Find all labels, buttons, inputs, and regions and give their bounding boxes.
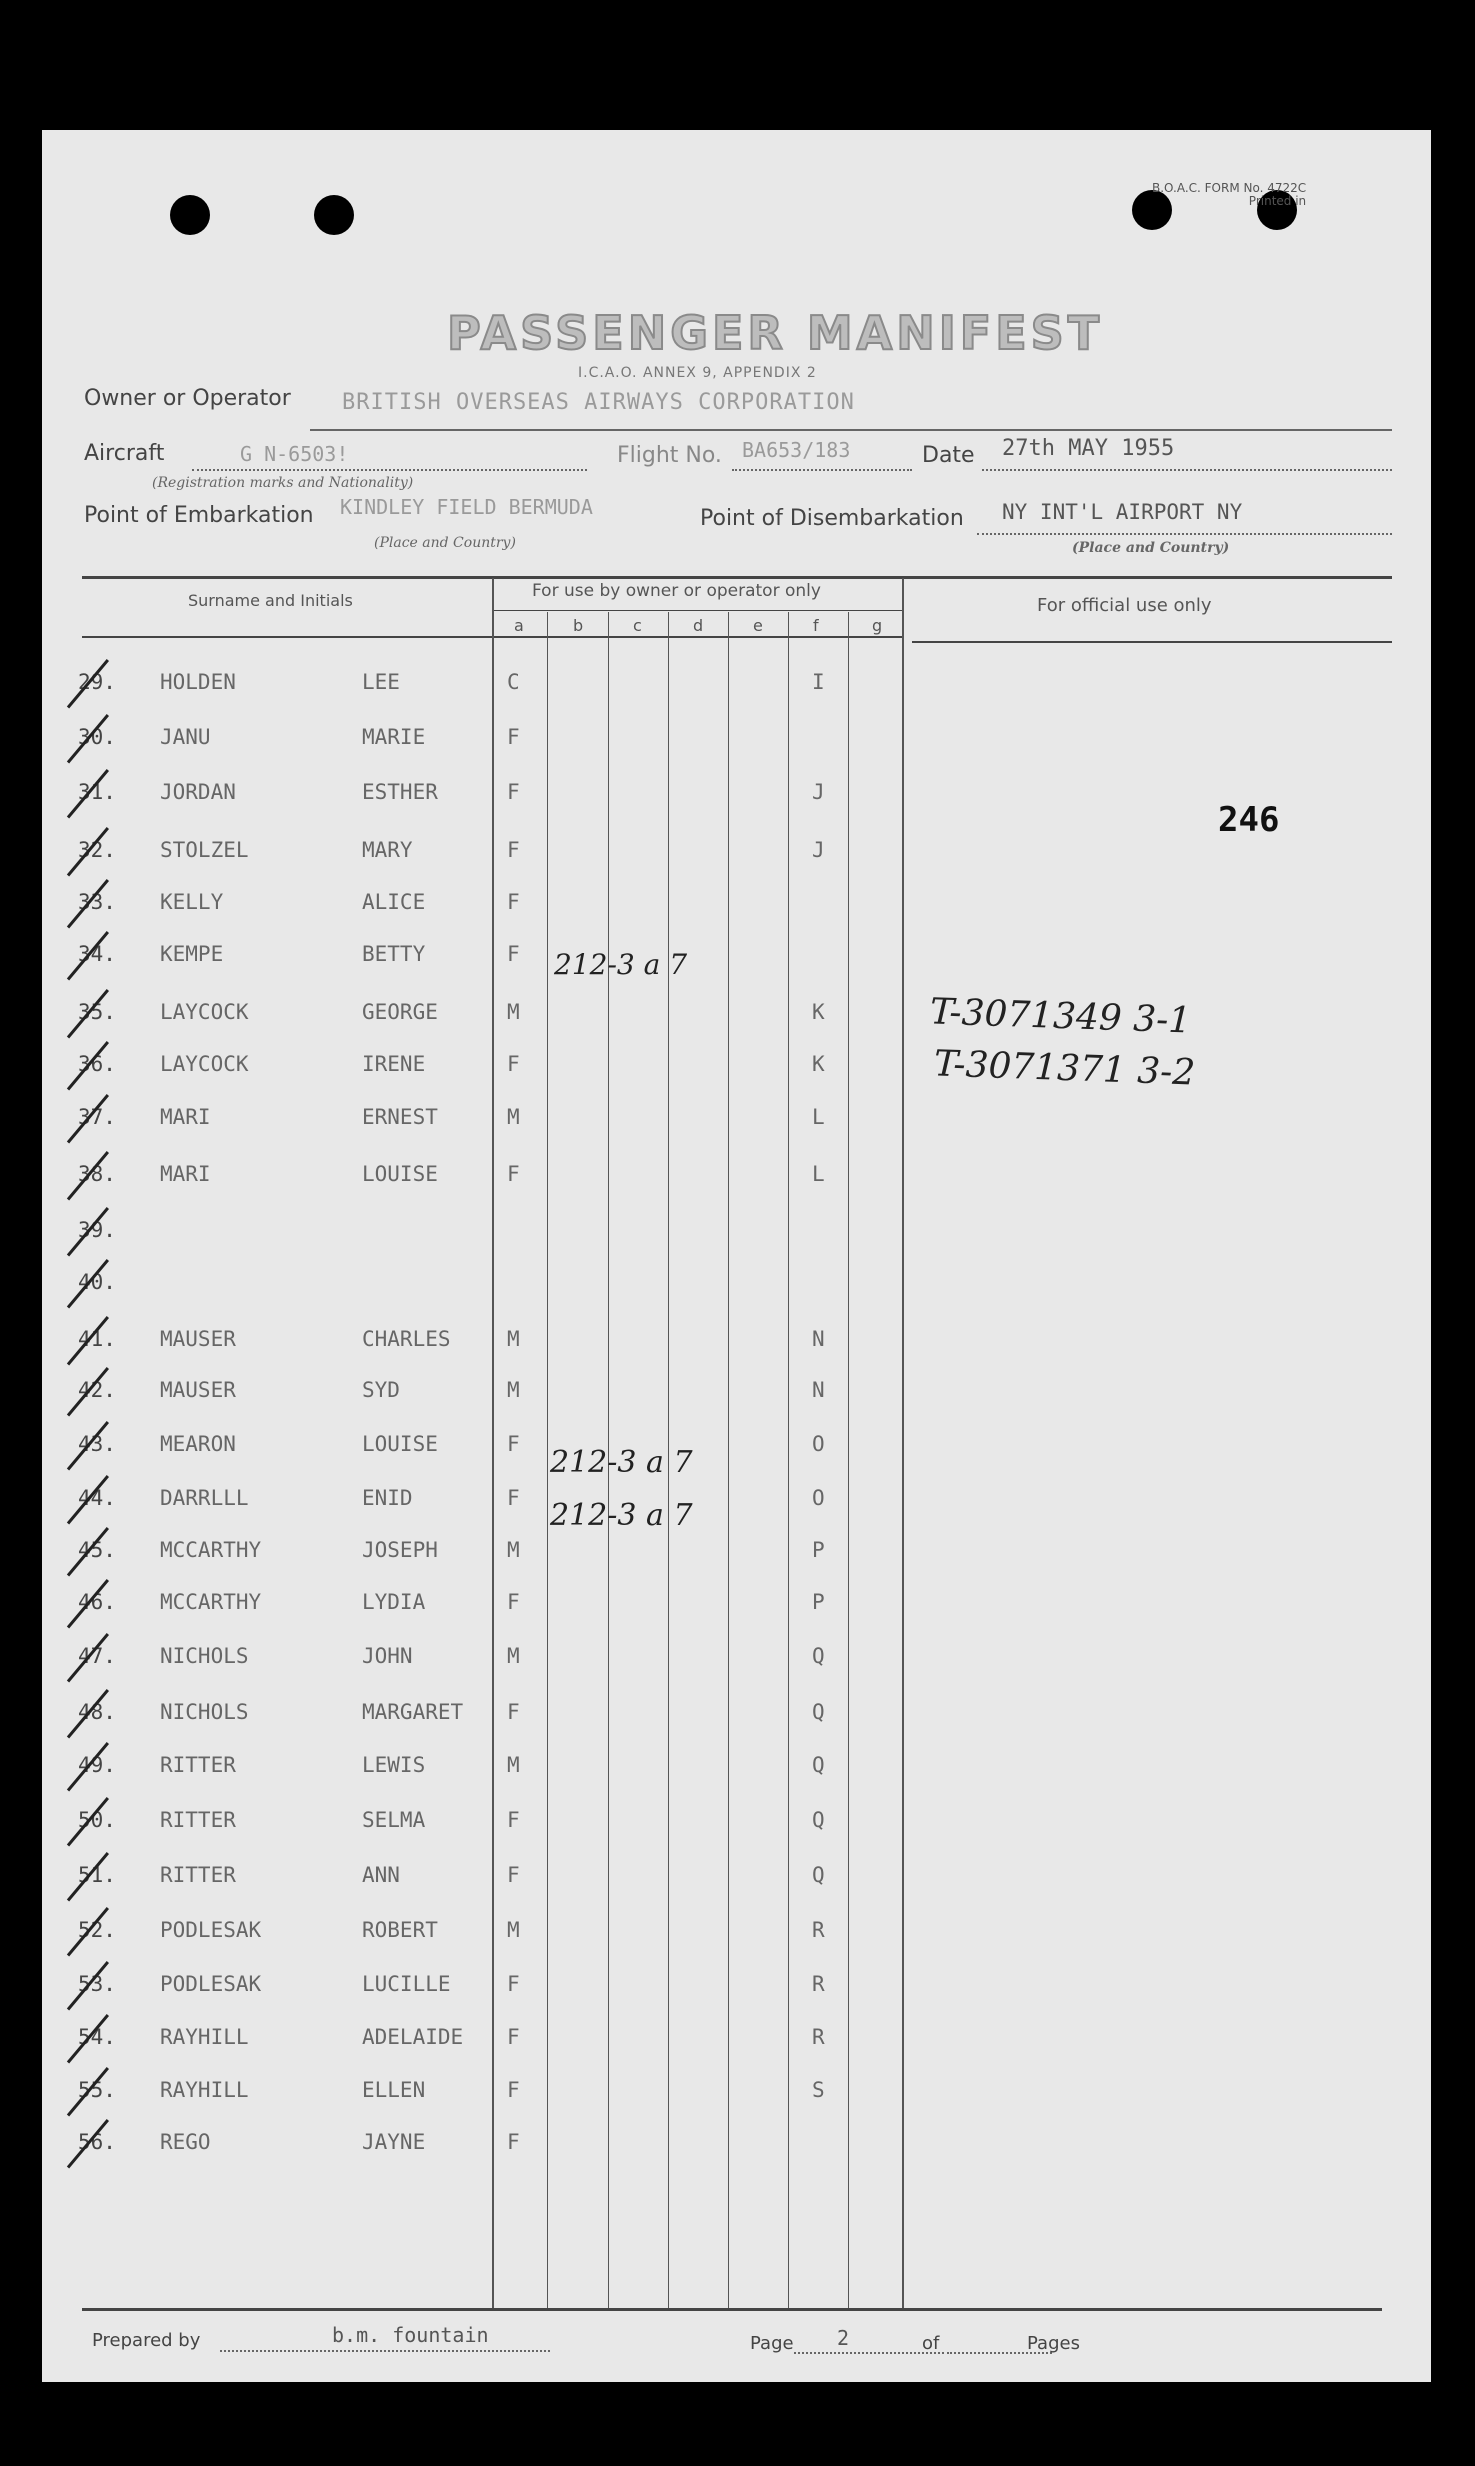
surname-cell: DARRLLL bbox=[160, 1486, 249, 1510]
initials-cell: LEWIS bbox=[362, 1753, 426, 1777]
embarkation-label: Point of Embarkation bbox=[84, 503, 314, 528]
table-row bbox=[42, 942, 1431, 982]
row-number: 38. bbox=[78, 1162, 116, 1186]
disembarkation-label: Point of Disembarkation bbox=[700, 506, 964, 531]
code-cell: Q bbox=[812, 1644, 825, 1668]
date-underline bbox=[982, 469, 1392, 471]
handwritten-note-row-43: 212-3 a 7 bbox=[550, 1445, 693, 1480]
disembarkation-underline bbox=[977, 533, 1392, 535]
sex-cell: M bbox=[507, 1538, 520, 1562]
row-number: 44. bbox=[78, 1486, 116, 1510]
row-number: 37. bbox=[78, 1105, 116, 1129]
table-bottom-border bbox=[82, 2308, 1382, 2311]
sex-cell: F bbox=[507, 942, 520, 966]
table-row bbox=[42, 2025, 1431, 2065]
row-number: 31. bbox=[78, 780, 116, 804]
initials-cell: MARGARET bbox=[362, 1700, 464, 1724]
initials-cell: ENID bbox=[362, 1486, 413, 1510]
row-number: 45. bbox=[78, 1538, 116, 1562]
row-number: 50. bbox=[78, 1808, 116, 1832]
sex-cell: F bbox=[507, 1808, 520, 1832]
disembarkation-value: NY INT'L AIRPORT NY bbox=[1002, 500, 1243, 524]
page-subtitle: I.C.A.O. ANNEX 9, APPENDIX 2 bbox=[578, 365, 817, 381]
table-row bbox=[42, 2078, 1431, 2118]
code-cell: L bbox=[812, 1162, 825, 1186]
surname-cell: STOLZEL bbox=[160, 838, 249, 862]
table-row bbox=[42, 725, 1431, 765]
manifest-page bbox=[42, 130, 1431, 2382]
owner-use-header-border bbox=[492, 610, 902, 611]
code-cell: J bbox=[812, 838, 825, 862]
sex-cell: F bbox=[507, 2025, 520, 2049]
initials-cell: ADELAIDE bbox=[362, 2025, 464, 2049]
embarkation-value: KINDLEY FIELD BERMUDA bbox=[340, 495, 593, 519]
col-surname-header: Surname and Initials bbox=[188, 591, 353, 610]
row-number: 54. bbox=[78, 2025, 116, 2049]
table-top-border bbox=[82, 576, 1392, 579]
initials-cell: JOHN bbox=[362, 1644, 413, 1668]
initials-cell: LOUISE bbox=[362, 1432, 438, 1456]
table-row bbox=[42, 1378, 1431, 1418]
aircraft-value: G N-6503! bbox=[240, 442, 349, 466]
table-row bbox=[42, 1327, 1431, 1367]
code-cell: O bbox=[812, 1432, 825, 1456]
surname-cell: RITTER bbox=[160, 1863, 236, 1887]
row-number: 29. bbox=[78, 670, 116, 694]
initials-cell: SELMA bbox=[362, 1808, 426, 1832]
table-row bbox=[42, 1052, 1431, 1092]
table-row bbox=[42, 1808, 1431, 1848]
row-number: 53. bbox=[78, 1972, 116, 1996]
initials-cell: MARIE bbox=[362, 725, 426, 749]
table-row bbox=[42, 2130, 1431, 2170]
surname-cell: REGO bbox=[160, 2130, 211, 2154]
sex-cell: M bbox=[507, 1918, 520, 1942]
subcol-g: g bbox=[872, 616, 883, 635]
table-row bbox=[42, 1000, 1431, 1040]
surname-cell: NICHOLS bbox=[160, 1644, 249, 1668]
row-number: 33. bbox=[78, 890, 116, 914]
initials-cell: BETTY bbox=[362, 942, 426, 966]
flight-label: Flight No. bbox=[617, 443, 722, 468]
aircraft-label: Aircraft bbox=[84, 441, 165, 466]
table-row bbox=[42, 1753, 1431, 1793]
code-cell: I bbox=[812, 670, 825, 694]
sex-cell: F bbox=[507, 780, 520, 804]
surname-cell: RITTER bbox=[160, 1753, 236, 1777]
initials-cell: JOSEPH bbox=[362, 1538, 438, 1562]
initials-cell: SYD bbox=[362, 1378, 400, 1402]
subcol-d: d bbox=[693, 616, 704, 635]
code-cell: S bbox=[812, 2078, 825, 2102]
surname-cell: HOLDEN bbox=[160, 670, 236, 694]
code-cell: J bbox=[812, 780, 825, 804]
surname-cell: LAYCOCK bbox=[160, 1052, 249, 1076]
table-row bbox=[42, 1644, 1431, 1684]
page-value: 2 bbox=[837, 2326, 850, 2350]
sex-cell: C bbox=[507, 670, 520, 694]
initials-cell: ANN bbox=[362, 1863, 400, 1887]
row-number: 36. bbox=[78, 1052, 116, 1076]
surname-cell: RITTER bbox=[160, 1808, 236, 1832]
registration-hint: (Registration marks and Nationality) bbox=[152, 475, 414, 491]
punch-hole bbox=[170, 195, 210, 235]
table-row bbox=[42, 890, 1431, 930]
row-number: 35. bbox=[78, 1000, 116, 1024]
row-number: 51. bbox=[78, 1863, 116, 1887]
sex-cell: M bbox=[507, 1105, 520, 1129]
initials-cell: LEE bbox=[362, 670, 400, 694]
sex-cell: F bbox=[507, 1972, 520, 1996]
row-number: 49. bbox=[78, 1753, 116, 1777]
row-number: 34. bbox=[78, 942, 116, 966]
surname-cell: MAUSER bbox=[160, 1327, 236, 1351]
ticket-note-2: T-3071371 3-2 bbox=[933, 1043, 1196, 1094]
subcol-b: b bbox=[573, 616, 584, 635]
initials-cell: MARY bbox=[362, 838, 413, 862]
code-cell: Q bbox=[812, 1700, 825, 1724]
table-row bbox=[42, 1432, 1431, 1472]
surname-cell: KELLY bbox=[160, 890, 224, 914]
sex-cell: F bbox=[507, 2078, 520, 2102]
surname-cell: MEARON bbox=[160, 1432, 236, 1456]
date-label: Date bbox=[922, 443, 975, 468]
subcol-e: e bbox=[753, 616, 763, 635]
sex-cell: F bbox=[507, 1052, 520, 1076]
table-row bbox=[42, 1105, 1431, 1145]
handwritten-note-row-34: 212-3 a 7 bbox=[554, 948, 688, 981]
table-row bbox=[42, 1863, 1431, 1903]
col-official-header: For official use only bbox=[1037, 595, 1212, 616]
sex-cell: M bbox=[507, 1378, 520, 1402]
table-row bbox=[42, 1270, 1431, 1310]
table-row bbox=[42, 1538, 1431, 1578]
surname-cell: MARI bbox=[160, 1162, 211, 1186]
initials-cell: CHARLES bbox=[362, 1327, 451, 1351]
punch-hole bbox=[314, 195, 354, 235]
subcol-c: c bbox=[633, 616, 642, 635]
table-row bbox=[42, 1700, 1431, 1740]
page-stamp: 246 bbox=[1218, 800, 1280, 840]
surname-header-border bbox=[82, 636, 532, 638]
surname-cell: JORDAN bbox=[160, 780, 236, 804]
owner-label: Owner or Operator bbox=[84, 386, 291, 411]
sex-cell: M bbox=[507, 1000, 520, 1024]
sex-cell: F bbox=[507, 1700, 520, 1724]
row-number: 55. bbox=[78, 2078, 116, 2102]
initials-cell: ROBERT bbox=[362, 1918, 438, 1942]
row-number: 41. bbox=[78, 1327, 116, 1351]
surname-cell: PODLESAK bbox=[160, 1918, 262, 1942]
flight-value: BA653/183 bbox=[742, 438, 851, 462]
initials-cell: ERNEST bbox=[362, 1105, 438, 1129]
surname-cell: MCCARTHY bbox=[160, 1590, 262, 1614]
ticket-note-1: T-3071349 3-1 bbox=[929, 991, 1192, 1042]
code-cell: P bbox=[812, 1590, 825, 1614]
row-number: 47. bbox=[78, 1644, 116, 1668]
surname-cell: MAUSER bbox=[160, 1378, 236, 1402]
table-row bbox=[42, 1590, 1431, 1630]
table-row bbox=[42, 838, 1431, 878]
sex-cell: M bbox=[507, 1644, 520, 1668]
surname-cell: MARI bbox=[160, 1105, 211, 1129]
row-number: 48. bbox=[78, 1700, 116, 1724]
form-number-text: B.O.A.C. FORM No. 4722C bbox=[1152, 181, 1307, 195]
handwritten-note-row-44: 212-3 a 7 bbox=[550, 1498, 693, 1533]
code-cell: K bbox=[812, 1052, 825, 1076]
row-number: 30. bbox=[78, 725, 116, 749]
code-cell: O bbox=[812, 1486, 825, 1510]
row-number: 52. bbox=[78, 1918, 116, 1942]
surname-cell: RAYHILL bbox=[160, 2078, 249, 2102]
row-number: 32. bbox=[78, 838, 116, 862]
row-number: 42. bbox=[78, 1378, 116, 1402]
sex-cell: F bbox=[507, 1432, 520, 1456]
row-number: 56. bbox=[78, 2130, 116, 2154]
code-cell: Q bbox=[812, 1808, 825, 1832]
code-cell: N bbox=[812, 1378, 825, 1402]
code-cell: Q bbox=[812, 1753, 825, 1777]
initials-cell: IRENE bbox=[362, 1052, 426, 1076]
sex-cell: F bbox=[507, 1162, 520, 1186]
sex-cell: M bbox=[507, 1753, 520, 1777]
initials-cell: LUCILLE bbox=[362, 1972, 451, 1996]
surname-cell: KEMPE bbox=[160, 942, 224, 966]
code-cell: R bbox=[812, 1972, 825, 1996]
table-row bbox=[42, 1218, 1431, 1258]
code-cell: R bbox=[812, 2025, 825, 2049]
sex-cell: F bbox=[507, 1486, 520, 1510]
initials-cell: GEORGE bbox=[362, 1000, 438, 1024]
table-row bbox=[42, 1486, 1431, 1526]
embarkation-hint: (Place and Country) bbox=[374, 535, 516, 551]
page-title: PASSENGER MANIFEST bbox=[447, 306, 1104, 360]
code-cell: P bbox=[812, 1538, 825, 1562]
surname-cell: JANU bbox=[160, 725, 211, 749]
initials-cell: ESTHER bbox=[362, 780, 438, 804]
sex-cell: M bbox=[507, 1327, 520, 1351]
owner-value: BRITISH OVERSEAS AIRWAYS CORPORATION bbox=[342, 390, 855, 415]
sex-cell: F bbox=[507, 1863, 520, 1887]
table-row bbox=[42, 1972, 1431, 2012]
initials-cell: JAYNE bbox=[362, 2130, 426, 2154]
sex-cell: F bbox=[507, 838, 520, 862]
prepared-value: b.m. fountain bbox=[332, 2323, 489, 2347]
code-cell: R bbox=[812, 1918, 825, 1942]
date-value: 27th MAY 1955 bbox=[1002, 436, 1175, 461]
code-cell: K bbox=[812, 1000, 825, 1024]
prepared-label: Prepared by bbox=[92, 2330, 201, 2351]
sex-cell: F bbox=[507, 1590, 520, 1614]
surname-cell: LAYCOCK bbox=[160, 1000, 249, 1024]
flight-underline bbox=[732, 469, 912, 471]
surname-cell: PODLESAK bbox=[160, 1972, 262, 1996]
row-number: 43. bbox=[78, 1432, 116, 1456]
row-number: 39. bbox=[78, 1218, 116, 1242]
code-cell: L bbox=[812, 1105, 825, 1129]
initials-cell: LOUISE bbox=[362, 1162, 438, 1186]
subcol-f: f bbox=[813, 616, 819, 635]
initials-cell: ELLEN bbox=[362, 2078, 426, 2102]
subcol-header-border bbox=[492, 636, 902, 638]
surname-cell: MCCARTHY bbox=[160, 1538, 262, 1562]
disembarkation-hint: (Place and Country) bbox=[1072, 540, 1230, 556]
surname-cell: RAYHILL bbox=[160, 2025, 249, 2049]
surname-cell: NICHOLS bbox=[160, 1700, 249, 1724]
pages-label: Pages bbox=[1027, 2333, 1080, 2354]
page-label: Page bbox=[750, 2333, 794, 2354]
row-number: 46. bbox=[78, 1590, 116, 1614]
initials-cell: LYDIA bbox=[362, 1590, 426, 1614]
row-number: 40. bbox=[78, 1270, 116, 1294]
prepared-underline bbox=[220, 2350, 550, 2352]
initials-cell: ALICE bbox=[362, 890, 426, 914]
aircraft-underline bbox=[192, 469, 587, 471]
sex-cell: F bbox=[507, 2130, 520, 2154]
of-label: of bbox=[922, 2333, 940, 2354]
col-owner-use-header: For use by owner or operator only bbox=[532, 581, 821, 601]
table-row bbox=[42, 1918, 1431, 1958]
table-row bbox=[42, 670, 1431, 710]
sex-cell: F bbox=[507, 890, 520, 914]
form-number bbox=[1152, 182, 1306, 208]
owner-underline bbox=[310, 429, 1392, 431]
table-row bbox=[42, 1162, 1431, 1202]
printed-in-text: Printed in bbox=[1248, 194, 1307, 208]
official-header-border bbox=[912, 641, 1392, 643]
code-cell: N bbox=[812, 1327, 825, 1351]
sex-cell: F bbox=[507, 725, 520, 749]
code-cell: Q bbox=[812, 1863, 825, 1887]
subcol-a: a bbox=[514, 616, 524, 635]
